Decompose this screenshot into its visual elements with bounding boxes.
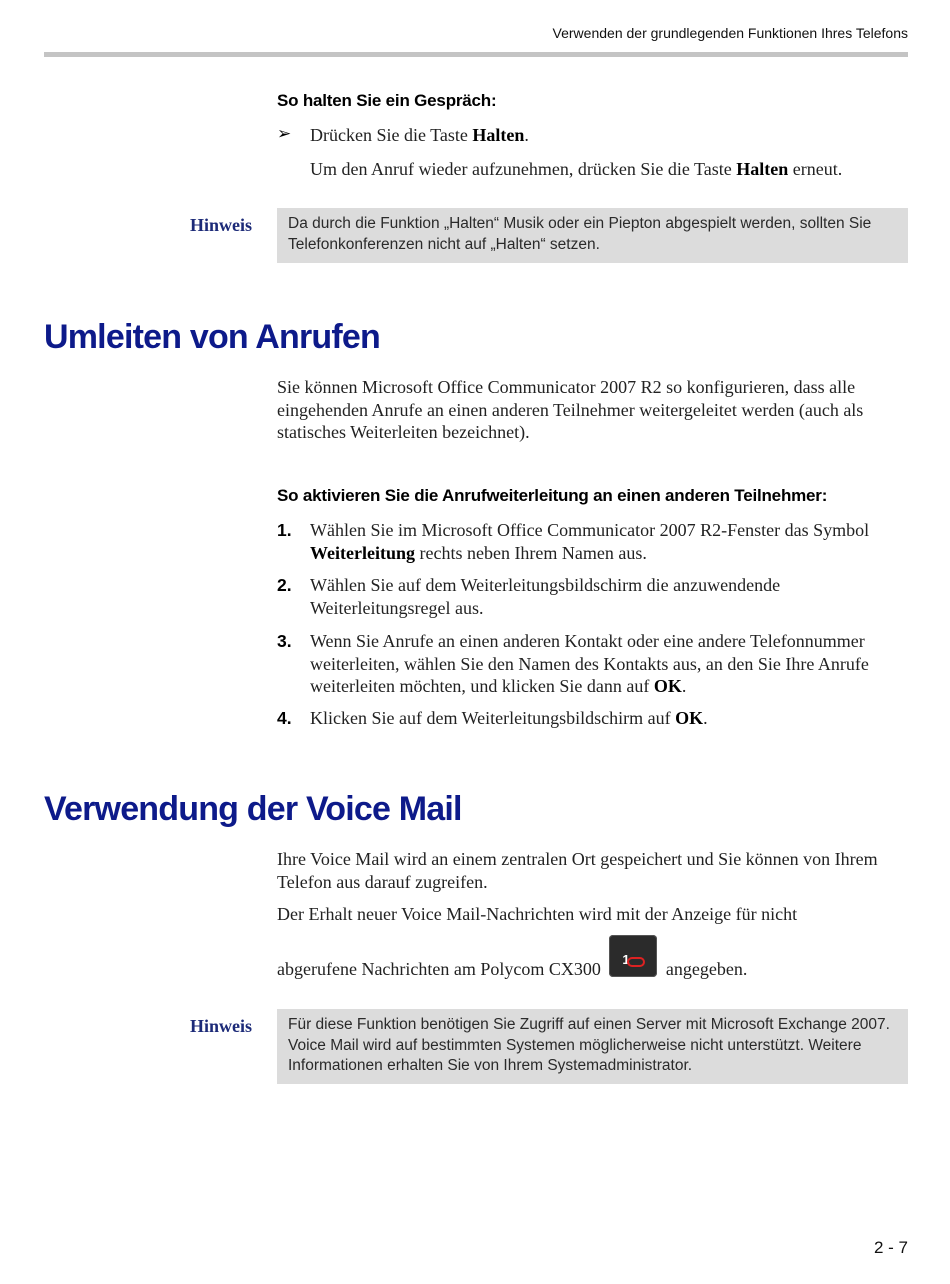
step-text: Klicken Sie auf dem Weiterleitungsbildschirm auf OK.	[310, 708, 708, 728]
step-number: 3.	[277, 631, 292, 651]
hold-heading: So halten Sie ein Gespräch:	[277, 91, 497, 110]
step-text: Wählen Sie auf dem Weiterleitungsbildschirm die anzuwendende Weiterleitungsregel aus.	[310, 575, 781, 618]
forward-subheading: So aktivieren Sie die Anrufweiterleitung an einen anderen Teilnehmer:	[277, 486, 828, 505]
hold-resume-text: Um den Anruf wieder aufzunehmen, drücken Sie die Taste Halten erneut.	[310, 159, 843, 179]
bullet-arrow-icon: ➢	[277, 124, 292, 143]
header-rule	[44, 52, 908, 57]
voicemail-note-box: Für diese Funktion benötigen Sie Zugriff auf einen Server mit Microsoft Exchange 2007. Voice Mail wird auf bestimmten Systemen möglicherweise nicht unterstützt. Weitere Informationen erhalten Sie von Ihrem Systemadministrator.	[277, 1009, 908, 1084]
step-text: Wenn Sie Anrufe an einen anderen Kontakt oder eine andere Telefonnummer weiterleiten, wählen Sie den Namen des Kontakts aus, an den Sie Ihre Anrufe weiterleiten möchten, und klicken Sie dann auf OK.	[310, 631, 869, 696]
voicemail-para2-line1: Der Erhalt neuer Voice Mail-Nachrichten wird mit der Anzeige für nicht	[277, 904, 798, 924]
page-number: 2 - 7	[873, 1238, 908, 1257]
step-number: 1.	[277, 520, 292, 540]
note-label: Hinweis	[189, 1016, 252, 1036]
hold-bullet: Drücken Sie die Taste Halten.	[310, 125, 529, 145]
voicemail-para2-line2: abgerufene Nachrichten am Polycom CX300 1 angegeben.	[277, 935, 909, 990]
voicemail-indicator-icon: 1	[609, 935, 657, 977]
note-label: Hinweis	[189, 215, 252, 235]
hold-note-box: Da durch die Funktion „Halten“ Musik oder ein Piepton abgespielt werden, sollten Sie Telefonkonferenzen nicht auf „Halten“ setzen.	[277, 208, 908, 263]
step-number: 4.	[277, 708, 292, 728]
step-number: 2.	[277, 575, 292, 595]
voicemail-section-title: Verwendung der Voice Mail	[44, 790, 462, 828]
forward-section-title: Umleiten von Anrufen	[44, 318, 380, 356]
running-header: Verwenden der grundlegenden Funktionen Ihres Telefons	[552, 25, 908, 41]
voicemail-para1: Ihre Voice Mail wird an einem zentralen Ort gespeichert und Sie können von Ihrem Telefon aus darauf zugreifen.	[277, 849, 878, 892]
step-text: Wählen Sie im Microsoft Office Communicator 2007 R2-Fenster das Symbol Weiterleitung rechts neben Ihrem Namen aus.	[310, 520, 870, 563]
forward-intro: Sie können Microsoft Office Communicator 2007 R2 so konfigurieren, dass alle eingehenden Anrufe an einen anderen Teilnehmer weitergeleitet werden (auch als statisches Weiterleiten bezeichnet).	[277, 377, 864, 442]
